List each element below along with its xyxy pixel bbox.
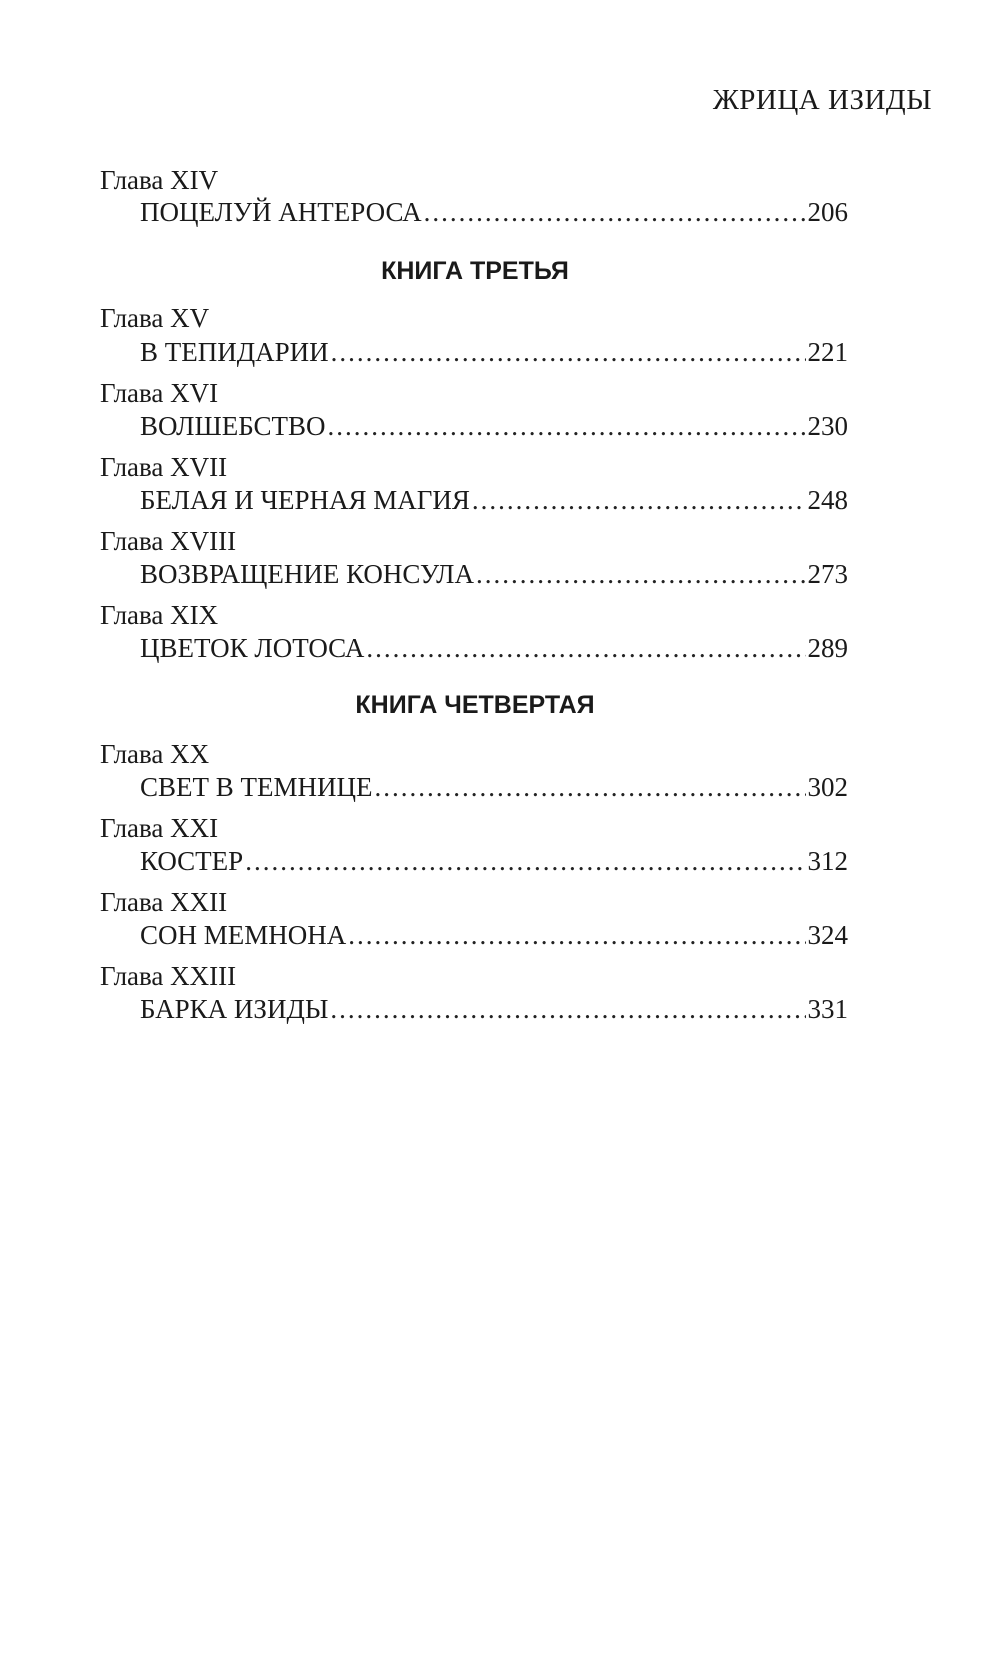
chapter-label: Глава XIV	[100, 165, 219, 195]
toc-entry[interactable]	[140, 410, 848, 442]
entry-page-number: 289	[807, 633, 848, 663]
dot-leader	[472, 484, 806, 516]
toc-entry[interactable]	[140, 771, 848, 803]
book-heading: КНИГА ЧЕТВЕРТАЯ	[355, 691, 595, 719]
entry-title: КОСТЕР	[140, 846, 244, 876]
chapter-label: Глава XV	[100, 303, 210, 333]
entry-title: СВЕТ В ТЕМНИЦЕ	[140, 772, 373, 802]
entry-page-number: 312	[807, 846, 848, 876]
chapter-label: Глава XVII	[100, 452, 228, 482]
entry-title: ПОЦЕЛУЙ АНТЕРОСА	[140, 197, 422, 227]
toc-entry[interactable]	[140, 845, 848, 877]
chapter-label: Глава XX	[100, 739, 210, 769]
dot-leader	[375, 771, 806, 803]
entry-page-number: 331	[807, 994, 848, 1024]
entry-page-number: 221	[807, 337, 848, 367]
entry-page-number: 206	[807, 197, 848, 227]
chapter-label: Глава XXI	[100, 813, 219, 843]
toc-entry[interactable]	[140, 484, 848, 516]
chapter-label: Глава XXIII	[100, 961, 237, 991]
toc-entry[interactable]	[140, 336, 848, 368]
entry-page-number: 248	[807, 485, 848, 515]
toc-entry[interactable]	[140, 993, 848, 1025]
entry-title: СОН МЕМНОНА	[140, 920, 347, 950]
toc-entry[interactable]	[140, 919, 848, 951]
chapter-label: Глава XVI	[100, 378, 219, 408]
dot-leader	[476, 558, 806, 590]
dot-leader	[330, 993, 805, 1025]
dot-leader	[328, 410, 806, 442]
dot-leader	[366, 632, 805, 664]
entry-title: БАРКА ИЗИДЫ	[140, 994, 329, 1024]
entry-title: БЕЛАЯ И ЧЕРНАЯ МАГИЯ	[140, 485, 470, 515]
dot-leader	[424, 196, 806, 228]
toc-entry[interactable]	[140, 558, 848, 590]
chapter-label: Глава XIX	[100, 600, 219, 630]
toc-entry[interactable]	[140, 196, 848, 228]
dot-leader	[348, 919, 805, 951]
running-head: ЖРИЦА ИЗИДЫ	[712, 84, 932, 116]
entry-page-number: 230	[807, 411, 848, 441]
book-heading: КНИГА ТРЕТЬЯ	[381, 257, 569, 285]
toc-entry[interactable]	[140, 632, 848, 664]
entry-title: ВОЗВРАЩЕНИЕ КОНСУЛА	[140, 559, 474, 589]
entry-title: ВОЛШЕБСТВО	[140, 411, 326, 441]
entry-title: ЦВЕТОК ЛОТОСА	[140, 633, 365, 663]
entry-page-number: 273	[807, 559, 848, 589]
entry-page-number: 324	[807, 920, 848, 950]
dot-leader	[331, 336, 806, 368]
entry-page-number: 302	[807, 772, 848, 802]
chapter-label: Глава XVIII	[100, 526, 237, 556]
chapter-label: Глава XXII	[100, 887, 228, 917]
entry-title: В ТЕПИДАРИИ	[140, 337, 329, 367]
dot-leader	[245, 845, 805, 877]
